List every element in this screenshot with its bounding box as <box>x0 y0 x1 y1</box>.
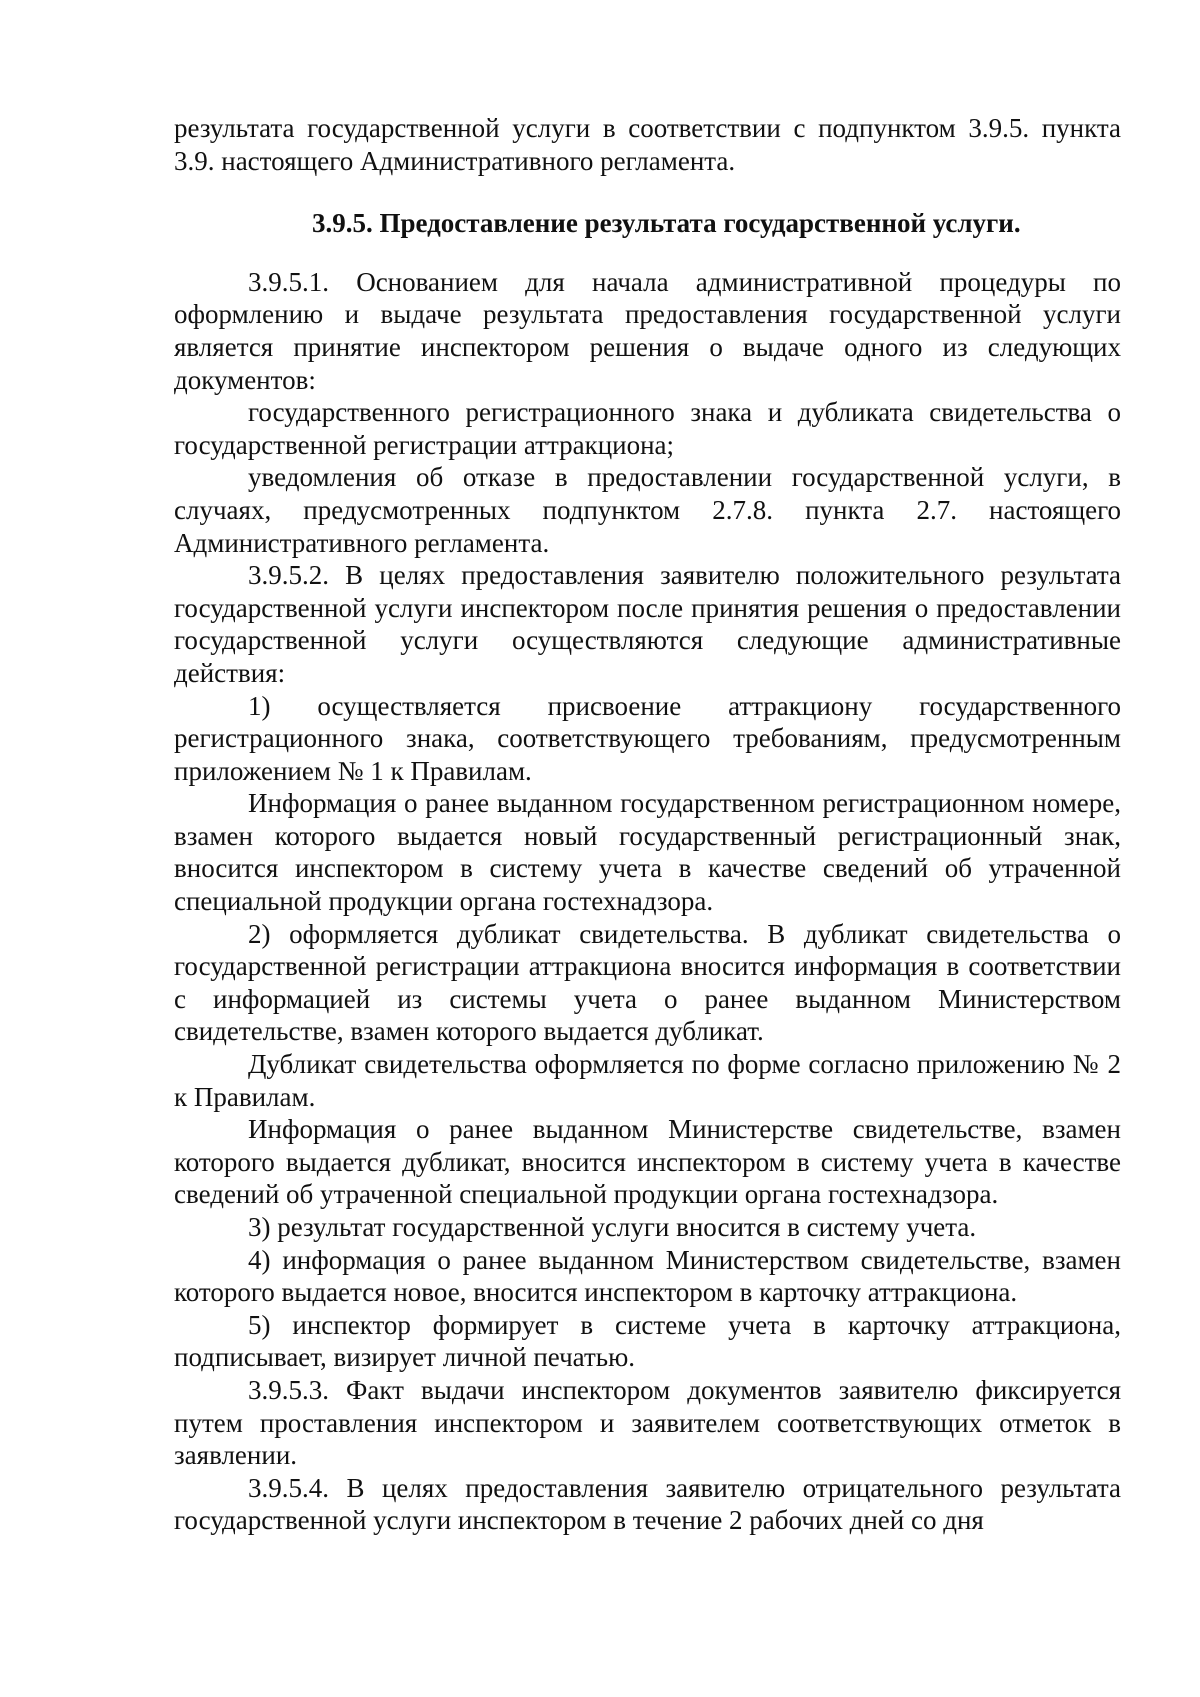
paragraph-registration-sign: государственного регистрационного знака и дубликата свидетельства о государственной регистрации аттракциона; <box>174 397 1121 460</box>
section-heading: 3.9.5. Предоставление результата государственной услуги. <box>312 208 1021 239</box>
paragraph-item-3: 3) результат государственной услуги вносится в систему учета. <box>248 1212 977 1242</box>
paragraph-previous-number-info: Информация о ранее выданном государственном регистрационном номере, взамен которого выдается новый государственный регистрационный знак, вносится инспектором в систему учета в качестве сведений об утраченной специальной продукции органа гостехнадзора. <box>174 788 1121 917</box>
paragraph-continuation: результата государственной услуги в соответствии с подпунктом 3.9.5. пункта 3.9. настоящего Административного регламента. <box>174 113 1121 176</box>
paragraph-item-5: 5) инспектор формирует в системе учета в карточку аттракциона, подписывает, визирует личной печатью. <box>174 1309 1121 1373</box>
paragraph-refusal-notice: уведомления об отказе в предоставлении государственной услуги, в случаях, предусмотренных подпунктом 2.7.8. пункта 2.7. настоящего Административного регламента. <box>174 462 1121 558</box>
paragraph-previous-certificate-info: Информация о ранее выданном Министерстве свидетельстве, взамен которого выдается дубликат, вносится инспектором в систему учета в качестве сведений об утраченной специальной продукции органа гостехнадзора. <box>174 1114 1121 1210</box>
paragraph-item-2: 2) оформляется дубликат свидетельства. В дубликат свидетельства о государственной регистрации аттракциона вносится информация в соответствии с информацией из системы учета о ранее выданном Министерством свидетельстве, взамен которого выдается дубликат. <box>174 918 1121 1047</box>
paragraph-3-9-5-1: 3.9.5.1. Основанием для начала административной процедуры по оформлению и выдаче результата предоставления государственной услуги является принятие инспектором решения о выдаче одного из следующих документов: <box>174 266 1121 395</box>
paragraph-3-9-5-4: 3.9.5.4. В целях предоставления заявителю отрицательного результата государственной услуги инспектором в течение 2 рабочих дней со дня <box>174 1472 1121 1536</box>
paragraph-3-9-5-2: 3.9.5.2. В целях предоставления заявителю положительного результата государственной услуги инспектором после принятия решения о предоставлении государственной услуги осуществляются следующие административные действия: <box>174 560 1121 688</box>
paragraph-duplicate-form: Дубликат свидетельства оформляется по форме согласно приложению № 2 к Правилам. <box>174 1049 1121 1112</box>
paragraph-item-4: 4) информация о ранее выданном Министерством свидетельстве, взамен которого выдается новое, вносится инспектором в карточку аттракциона. <box>174 1244 1121 1308</box>
document-body <box>174 112 1121 1537</box>
paragraph-item-1: 1) осуществляется присвоение аттракциону государственного регистрационного знака, соответствующего требованиям, предусмотренным приложением № 1 к Правилам. <box>174 690 1121 786</box>
paragraph-3-9-5-3: 3.9.5.3. Факт выдачи инспектором документов заявителю фиксируется путем проставления инспектором и заявителем соответствующих отметок в заявлении. <box>174 1374 1121 1471</box>
